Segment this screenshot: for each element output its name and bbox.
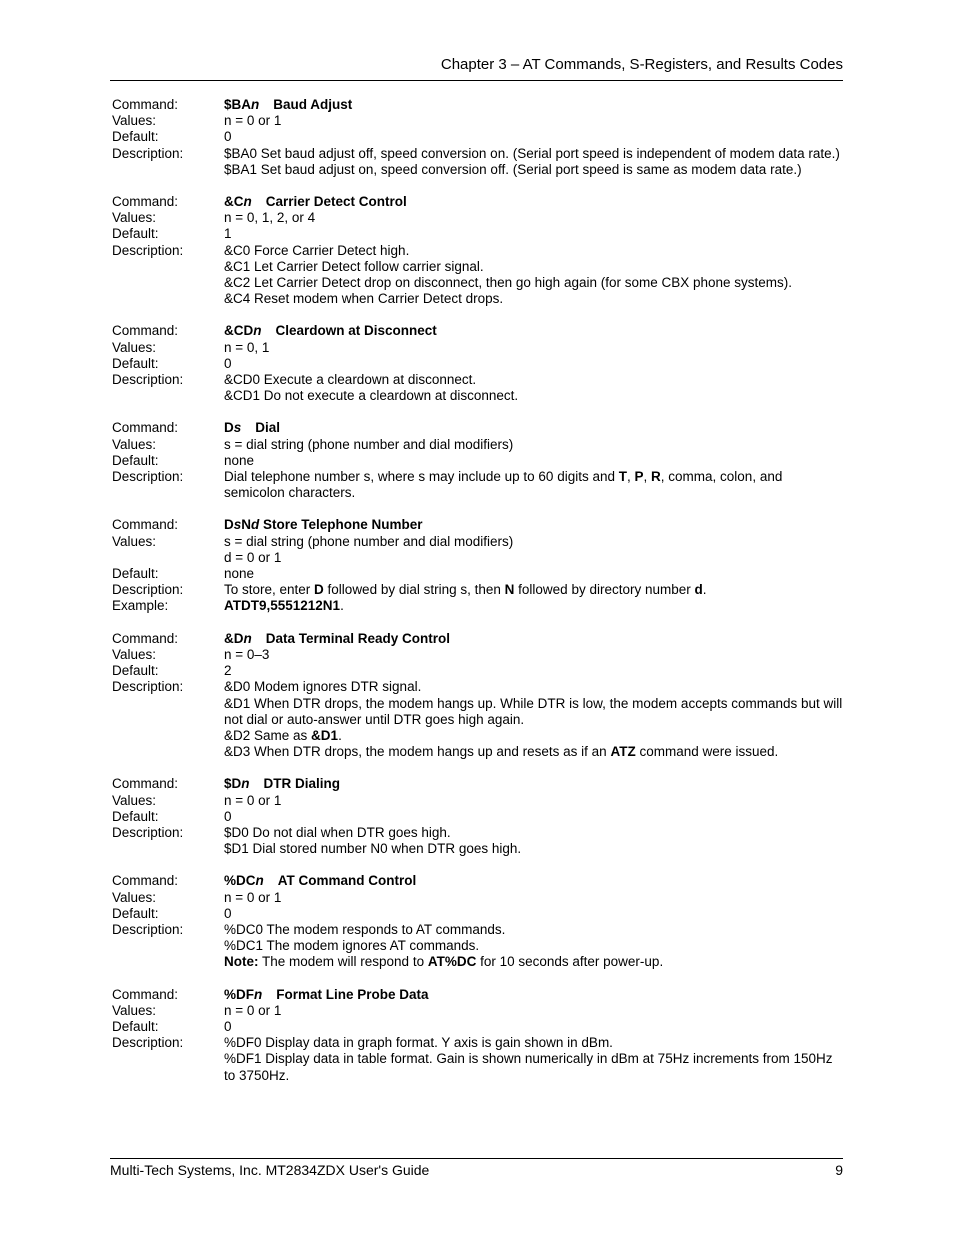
command-param: n (241, 776, 250, 792)
command-label: Command: (112, 97, 179, 112)
description-part: command were issued. (635, 744, 779, 760)
values-label: Values: (112, 436, 157, 452)
command-param: s (233, 517, 242, 533)
command-entry-baud-adjust (112, 97, 843, 178)
footer-document-title: Multi-Tech Systems, Inc. MT2834ZDX User's Guide (110, 1162, 430, 1178)
values-label: Values: (112, 889, 157, 905)
default-text: 1 (224, 226, 232, 242)
values-text: n = 0, 1 (224, 339, 270, 355)
command-heading (224, 776, 843, 792)
values-label: Values: (112, 646, 157, 662)
description-label: Description: (112, 921, 184, 937)
command-heading (224, 97, 843, 113)
default-label: Default: (112, 452, 159, 468)
default-text: 0 (224, 1018, 232, 1034)
command-entry-carrier-detect-control (112, 194, 843, 307)
command-code: D (224, 517, 234, 533)
command-name: Baud Adjust (273, 97, 353, 112)
values-text: n = 0–3 (224, 646, 270, 662)
command-code: N (241, 517, 252, 533)
description-part: &D2 Same as (224, 727, 312, 743)
description-label: Description: (112, 582, 184, 598)
description-bold: T (618, 469, 627, 485)
command-name: Data Terminal Ready Control (265, 630, 451, 646)
default-label: Default: (112, 808, 159, 824)
description-part: followed by directory number (514, 582, 695, 598)
values-text (224, 534, 843, 566)
description-line: $BA0 Set baud adjust off, speed conversion on. (Serial port speed is independent of modem data rate.) (224, 145, 840, 161)
command-label: Command: (112, 873, 179, 889)
default-label: Default: (112, 566, 159, 582)
default-label: Default: (112, 226, 159, 242)
description-line: &CD1 Do not execute a cleardown at disconnect. (224, 388, 519, 404)
command-name: Carrier Detect Control (265, 194, 407, 210)
command-code: $D (224, 776, 242, 792)
description-text (224, 146, 843, 178)
command-name: DTR Dialing (263, 776, 341, 792)
description-part: Dial telephone number s, where s may include up to 60 digits and (224, 469, 619, 485)
description-line: &C1 Let Carrier Detect follow carrier signal. (224, 258, 484, 274)
command-label: Command: (112, 517, 179, 533)
values-text: s = dial string (phone number and dial modifiers) (224, 436, 514, 452)
command-name: Cleardown at Disconnect (275, 323, 437, 339)
default-text: 0 (224, 808, 232, 824)
example-text (224, 598, 843, 614)
description-text (224, 582, 843, 598)
command-code: $BA (224, 97, 252, 112)
values-line: s = dial string (phone number and dial modifiers) (224, 533, 514, 549)
description-label: Description: (112, 145, 184, 161)
description-line: %DC1 The modem ignores AT commands. (224, 938, 480, 954)
description-part: The modem will respond to (258, 954, 428, 970)
description-part: . (338, 727, 342, 743)
description-text (224, 469, 843, 501)
description-line: &CD0 Execute a cleardown at disconnect. (224, 372, 477, 388)
command-heading (224, 517, 843, 533)
default-label: Default: (112, 663, 159, 679)
note-label: Note: (224, 954, 259, 970)
default-text: none (224, 566, 255, 582)
command-heading (224, 420, 843, 436)
default-text: 0 (224, 355, 232, 371)
command-heading (224, 873, 843, 889)
description-part: . (702, 582, 707, 598)
command-name: Store Telephone Number (263, 517, 423, 533)
command-entry-cleardown-at-disconnect (112, 323, 843, 404)
example-command: ATDT9,5551212N1 (224, 598, 341, 614)
command-name: Dial (255, 420, 281, 436)
description-text (224, 372, 843, 404)
description-line: &D0 Modem ignores DTR signal. (224, 679, 422, 695)
description-bold: AT%DC (427, 954, 477, 970)
page-header (110, 55, 843, 75)
description-label: Description: (112, 242, 184, 258)
command-param: n (254, 986, 263, 1002)
command-list (112, 97, 843, 1100)
command-name: AT Command Control (277, 873, 417, 889)
command-code: &CD (224, 323, 254, 339)
command-label: Command: (112, 986, 179, 1002)
description-line: $BA1 Set baud adjust on, speed conversion off. (Serial port speed is same as modem data rate.) (224, 161, 802, 177)
description-label: Description: (112, 372, 184, 388)
values-label: Values: (112, 792, 157, 808)
command-heading (224, 987, 843, 1003)
command-code: &D (224, 630, 244, 646)
example-label: Example: (112, 598, 169, 614)
description-line: &C0 Force Carrier Detect high. (224, 242, 410, 258)
command-label: Command: (112, 420, 179, 436)
command-heading (224, 323, 843, 339)
description-line: $D1 Dial stored number N0 when DTR goes high. (224, 841, 522, 857)
description-bold: &D1 (311, 727, 339, 743)
command-param: n (243, 630, 252, 646)
description-bold: D (314, 582, 324, 598)
command-entry-data-terminal-ready-control (112, 631, 843, 761)
values-text: n = 0 or 1 (224, 113, 282, 129)
values-text: n = 0 or 1 (224, 792, 282, 808)
description-bold: R (651, 469, 661, 485)
command-entry-at-command-control (112, 873, 843, 970)
command-code: %DF (224, 986, 254, 1002)
command-entry-store-telephone-number (112, 517, 843, 614)
values-label: Values: (112, 339, 157, 355)
description-label: Description: (112, 469, 184, 485)
description-bold: ATZ (610, 744, 636, 760)
description-part: , comma, colon, and semicolon characters. (224, 469, 783, 501)
default-label: Default: (112, 905, 159, 921)
chapter-title: Chapter 3 – AT Commands, S-Registers, and Results Codes (440, 56, 843, 73)
command-label: Command: (112, 776, 179, 792)
command-heading (224, 631, 843, 647)
page-footer (110, 1161, 843, 1179)
description-text (224, 825, 843, 857)
description-part: , (626, 469, 635, 485)
description-line: &D1 When DTR drops, the modem hangs up. While DTR is low, the modem accepts commands but will not dial or auto-answer until DTR goes high again. (224, 695, 843, 727)
description-bold: P (634, 469, 644, 485)
command-entry-format-line-probe-data (112, 987, 843, 1084)
description-line: %DF1 Display data in table format. Gain is shown numerically in dBm at 75Hz increments from 150Hz to 3750Hz. (224, 1051, 833, 1083)
command-name: Format Line Probe Data (276, 986, 429, 1002)
values-label: Values: (112, 113, 157, 129)
description-part: , (643, 469, 652, 485)
command-param: s (233, 420, 242, 436)
description-part: for 10 seconds after power-up. (476, 954, 664, 970)
default-label: Default: (112, 129, 159, 145)
command-label: Command: (112, 630, 179, 646)
description-line: &C2 Let Carrier Detect drop on disconnect, then go high again (for some CBX phone systems). (224, 275, 793, 291)
command-entry-dial (112, 420, 843, 501)
note-line (224, 954, 843, 970)
header-divider (110, 80, 843, 81)
description-bold: N (504, 582, 515, 598)
description-text (224, 679, 843, 760)
command-param: n (255, 873, 264, 889)
default-text: none (224, 452, 255, 468)
description-line: &C4 Reset modem when Carrier Detect drops. (224, 291, 504, 307)
default-text: 0 (224, 905, 232, 921)
command-entry-dtr-dialing (112, 776, 843, 857)
example-suffix: . (340, 598, 344, 614)
description-part: followed by dial string s, then (323, 582, 505, 598)
default-text: 0 (224, 129, 232, 145)
default-text: 2 (224, 663, 232, 679)
values-text: n = 0, 1, 2, or 4 (224, 210, 316, 226)
values-label: Values: (112, 533, 157, 549)
description-label: Description: (112, 679, 184, 695)
description-label: Description: (112, 824, 184, 840)
command-label: Command: (112, 323, 179, 339)
command-code: &C (224, 194, 244, 210)
description-text (224, 1035, 843, 1084)
command-label: Command: (112, 194, 179, 210)
description-part: To store, enter (224, 582, 315, 598)
default-label: Default: (112, 1018, 159, 1034)
description-part: &D3 When DTR drops, the modem hangs up and resets as if an (224, 744, 611, 760)
footer-divider (110, 1158, 843, 1159)
command-code: %DC (224, 873, 256, 889)
values-label: Values: (112, 210, 157, 226)
values-text: n = 0 or 1 (224, 1002, 282, 1018)
description-bold: d (694, 582, 703, 598)
description-line (224, 744, 843, 760)
description-line: %DC0 The modem responds to AT commands. (224, 921, 506, 937)
command-param: n (253, 323, 262, 339)
values-text: n = 0 or 1 (224, 889, 282, 905)
command-code: D (224, 420, 234, 436)
command-param: d (251, 517, 260, 533)
values-line: d = 0 or 1 (224, 549, 282, 565)
default-label: Default: (112, 355, 159, 371)
description-text (224, 922, 843, 971)
description-line: %DF0 Display data in graph format. Y axis is gain shown in dBm. (224, 1035, 613, 1051)
command-param: n (251, 97, 260, 112)
description-line: $D0 Do not dial when DTR goes high. (224, 824, 451, 840)
values-label: Values: (112, 1002, 157, 1018)
page-number: 9 (835, 1162, 843, 1178)
description-label: Description: (112, 1035, 184, 1051)
command-heading (224, 194, 843, 210)
description-line (224, 728, 843, 744)
command-param: n (243, 194, 252, 210)
description-text (224, 243, 843, 308)
